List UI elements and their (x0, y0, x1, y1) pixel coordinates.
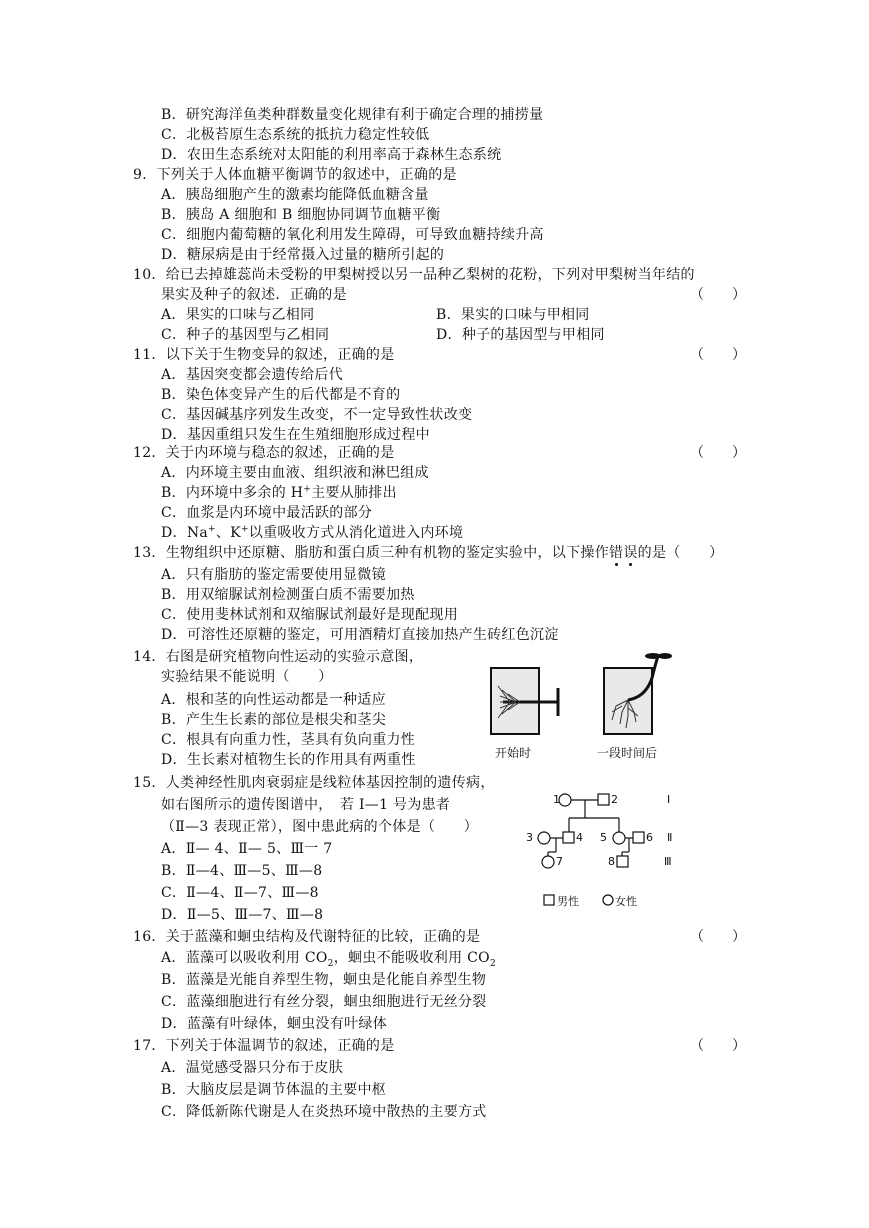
pedigree-legend-female: 女性 (615, 895, 637, 908)
question-10-stem-cont: 果实及种子的叙述．正确的是 (161, 287, 347, 303)
question-10-stem: 10．给已去掉雄蕊尚未受粉的甲梨树授以另一品种乙梨树的花粉，下列对甲梨树当年结的 (133, 267, 695, 283)
question-12-option-a: A．内环境主要由血液、组织液和淋巴组成 (161, 465, 429, 481)
question-15-option-d: D．Ⅱ—5、Ⅲ—7、Ⅲ—8 (161, 907, 324, 923)
question-9-option-c: C．细胞内葡萄糖的氧化利用发生障碍，可导致血糖持续升高 (161, 227, 544, 243)
answer-blank: （ ） (690, 1038, 746, 1054)
pedigree-generation-2: Ⅱ (667, 831, 673, 844)
question-11-option-c: C．基因碱基序列发生改变，不一定导致性状改变 (161, 407, 473, 423)
emphasis-char: 错 (609, 545, 624, 561)
question-13-option-a: A．只有脂肪的鉴定需要使用显微镜 (161, 567, 386, 583)
question-17-option-b: B．大脑皮层是调节体温的主要中枢 (161, 1082, 387, 1098)
question-10-option-d: D．种子的基因型与甲相同 (436, 327, 605, 343)
question-15-option-b: B．Ⅱ—4、Ⅲ—5、Ⅲ—8 (161, 863, 323, 879)
question-9-option-d: D．糖尿病是由于经常摄入过量的糖所引起的 (161, 247, 445, 263)
option-d-text: D．农田生态系统对太阳能的利用率高于森林生态系统 (161, 147, 502, 163)
plant-tropism-figure (488, 650, 688, 740)
question-12-option-c: C．血浆是内环境中最活跃的部分 (161, 505, 373, 521)
answer-blank: （ ） (690, 445, 746, 461)
question-16-option-a: A．蓝藻可以吸收利用 $CO_2$，蛔虫不能吸收利用 $CO_2$ (161, 950, 496, 969)
answer-blank: （ ） (690, 347, 746, 363)
question-16-option-c: C．蓝藻细胞进行有丝分裂，蛔虫细胞进行无丝分裂 (161, 994, 487, 1010)
figure-label-after: 一段时间后 (597, 746, 658, 760)
question-9-option-a: A．胰岛细胞产生的激素均能降低血糖含量 (161, 187, 429, 203)
question-11-option-a: A．基因突变都会遗传给后代 (161, 367, 344, 383)
question-13-option-c: C．使用斐林试剂和双缩脲试剂最好是现配现用 (161, 607, 459, 623)
question-10-option-b: B．果实的口味与甲相同 (436, 307, 590, 323)
pedigree-chart (520, 790, 690, 915)
question-11-option-d: D．基因重组只发生在生殖细胞形成过程中 (161, 427, 430, 443)
question-12-stem: 12．关于内环境与稳态的叙述，正确的是 (133, 445, 395, 461)
pedigree-number-2: 2 (611, 793, 618, 806)
question-10-option-c: C．种子的基因型与乙相同 (161, 327, 330, 343)
question-9-stem: 9．下列关于人体血糖平衡调节的叙述中，正确的是 (133, 167, 457, 183)
pedigree-generation-3: Ⅲ (664, 855, 672, 868)
question-15-stem: 15．人类神经性肌肉衰弱症是线粒体基因控制的遗传病， (133, 775, 495, 791)
pedigree-generation-1: Ⅰ (667, 793, 671, 806)
question-10-option-a: A．果实的口味与乙相同 (161, 307, 315, 323)
question-14-stem-cont: 实验结果不能说明（ ） (161, 669, 333, 685)
question-15-stem-cont2: （Ⅱ—3 表现正常），图中患此病的个体是（ ） (161, 819, 479, 835)
question-15-option-c: C．Ⅱ—4、Ⅱ—7、Ⅲ—8 (161, 885, 319, 901)
answer-blank: （ ） (690, 929, 746, 945)
pedigree-number-6: 6 (646, 831, 653, 844)
question-12-option-d: D．Na+、K+以重吸收方式从消化道进入内环境 (161, 524, 464, 541)
question-12-option-b: B．内环境中多余的 H+主要从肺排出 (161, 484, 397, 501)
question-17-option-c: C．降低新陈代谢是人在炎热环境中散热的主要方式 (161, 1104, 487, 1120)
figure-start-panel (491, 668, 558, 734)
pedigree-number-1: 1 (553, 793, 560, 806)
pedigree-number-4: 4 (576, 831, 583, 844)
question-14-option-b: B．产生生长素的部位是根尖和茎尖 (161, 712, 387, 728)
question-11-option-b: B．染色体变异产生的后代都是不育的 (161, 387, 401, 403)
figure-after-panel (604, 653, 672, 734)
question-13-option-b: B．用双缩脲试剂检测蛋白质不需要加热 (161, 587, 415, 603)
question-16-stem: 16．关于蓝藻和蛔虫结构及代谢特征的比较，正确的是 (133, 929, 481, 945)
question-14-option-d: D．生长素对植物生长的作用具有两重性 (161, 752, 416, 768)
question-14-option-a: A．根和茎的向性运动都是一种适应 (161, 692, 386, 708)
question-15-stem-cont: 如右图所示的遗传图谱中， 若 Ⅰ—1 号为患者 (161, 797, 451, 813)
question-13-option-d: D．可溶性还原糖的鉴定，可用酒精灯直接加热产生砖红色沉淀 (161, 627, 559, 643)
question-13-stem: 13．生物组织中还原糖、脂肪和蛋白质三种有机物的鉴定实验中，以下操作错误的是（ ） (133, 545, 724, 561)
question-16-option-d: D．蓝藻有叶绿体，蛔虫没有叶绿体 (161, 1016, 388, 1032)
pedigree-legend-male: 男性 (557, 895, 579, 908)
question-9-option-b: B．胰岛 A 细胞和 B 细胞协同调节血糖平衡 (161, 207, 441, 223)
option-b-text: B．研究海洋鱼类种群数量变化规律有利于确定合理的捕捞量 (161, 107, 544, 123)
question-14-option-c: C．根具有向重力性，茎具有负向重力性 (161, 732, 416, 748)
question-15-option-a: A．Ⅱ— 4、Ⅱ— 5、Ⅲ一 7 (161, 841, 333, 857)
emphasis-char: 误 (623, 545, 638, 561)
question-17-stem: 17．下列关于体温调节的叙述，正确的是 (133, 1038, 395, 1054)
question-11-stem: 11．以下关于生物变异的叙述，正确的是 (133, 347, 395, 363)
pedigree-number-8: 8 (608, 855, 615, 868)
pedigree-number-7: 7 (556, 855, 563, 868)
pedigree-number-3: 3 (526, 831, 533, 844)
question-14-stem: 14．右图是研究植物向性运动的实验示意图， (133, 649, 424, 665)
pedigree-number-5: 5 (600, 831, 607, 844)
answer-blank: （ ） (690, 287, 746, 303)
question-17-option-a: A．温觉感受器只分布于皮肤 (161, 1060, 344, 1076)
figure-label-start: 开始时 (495, 746, 532, 760)
option-c-text: C．北极苔原生态系统的抵抗力稳定性较低 (161, 127, 430, 143)
question-16-option-b: B．蓝藻是光能自养型生物，蛔虫是化能自养型生物 (161, 972, 487, 988)
